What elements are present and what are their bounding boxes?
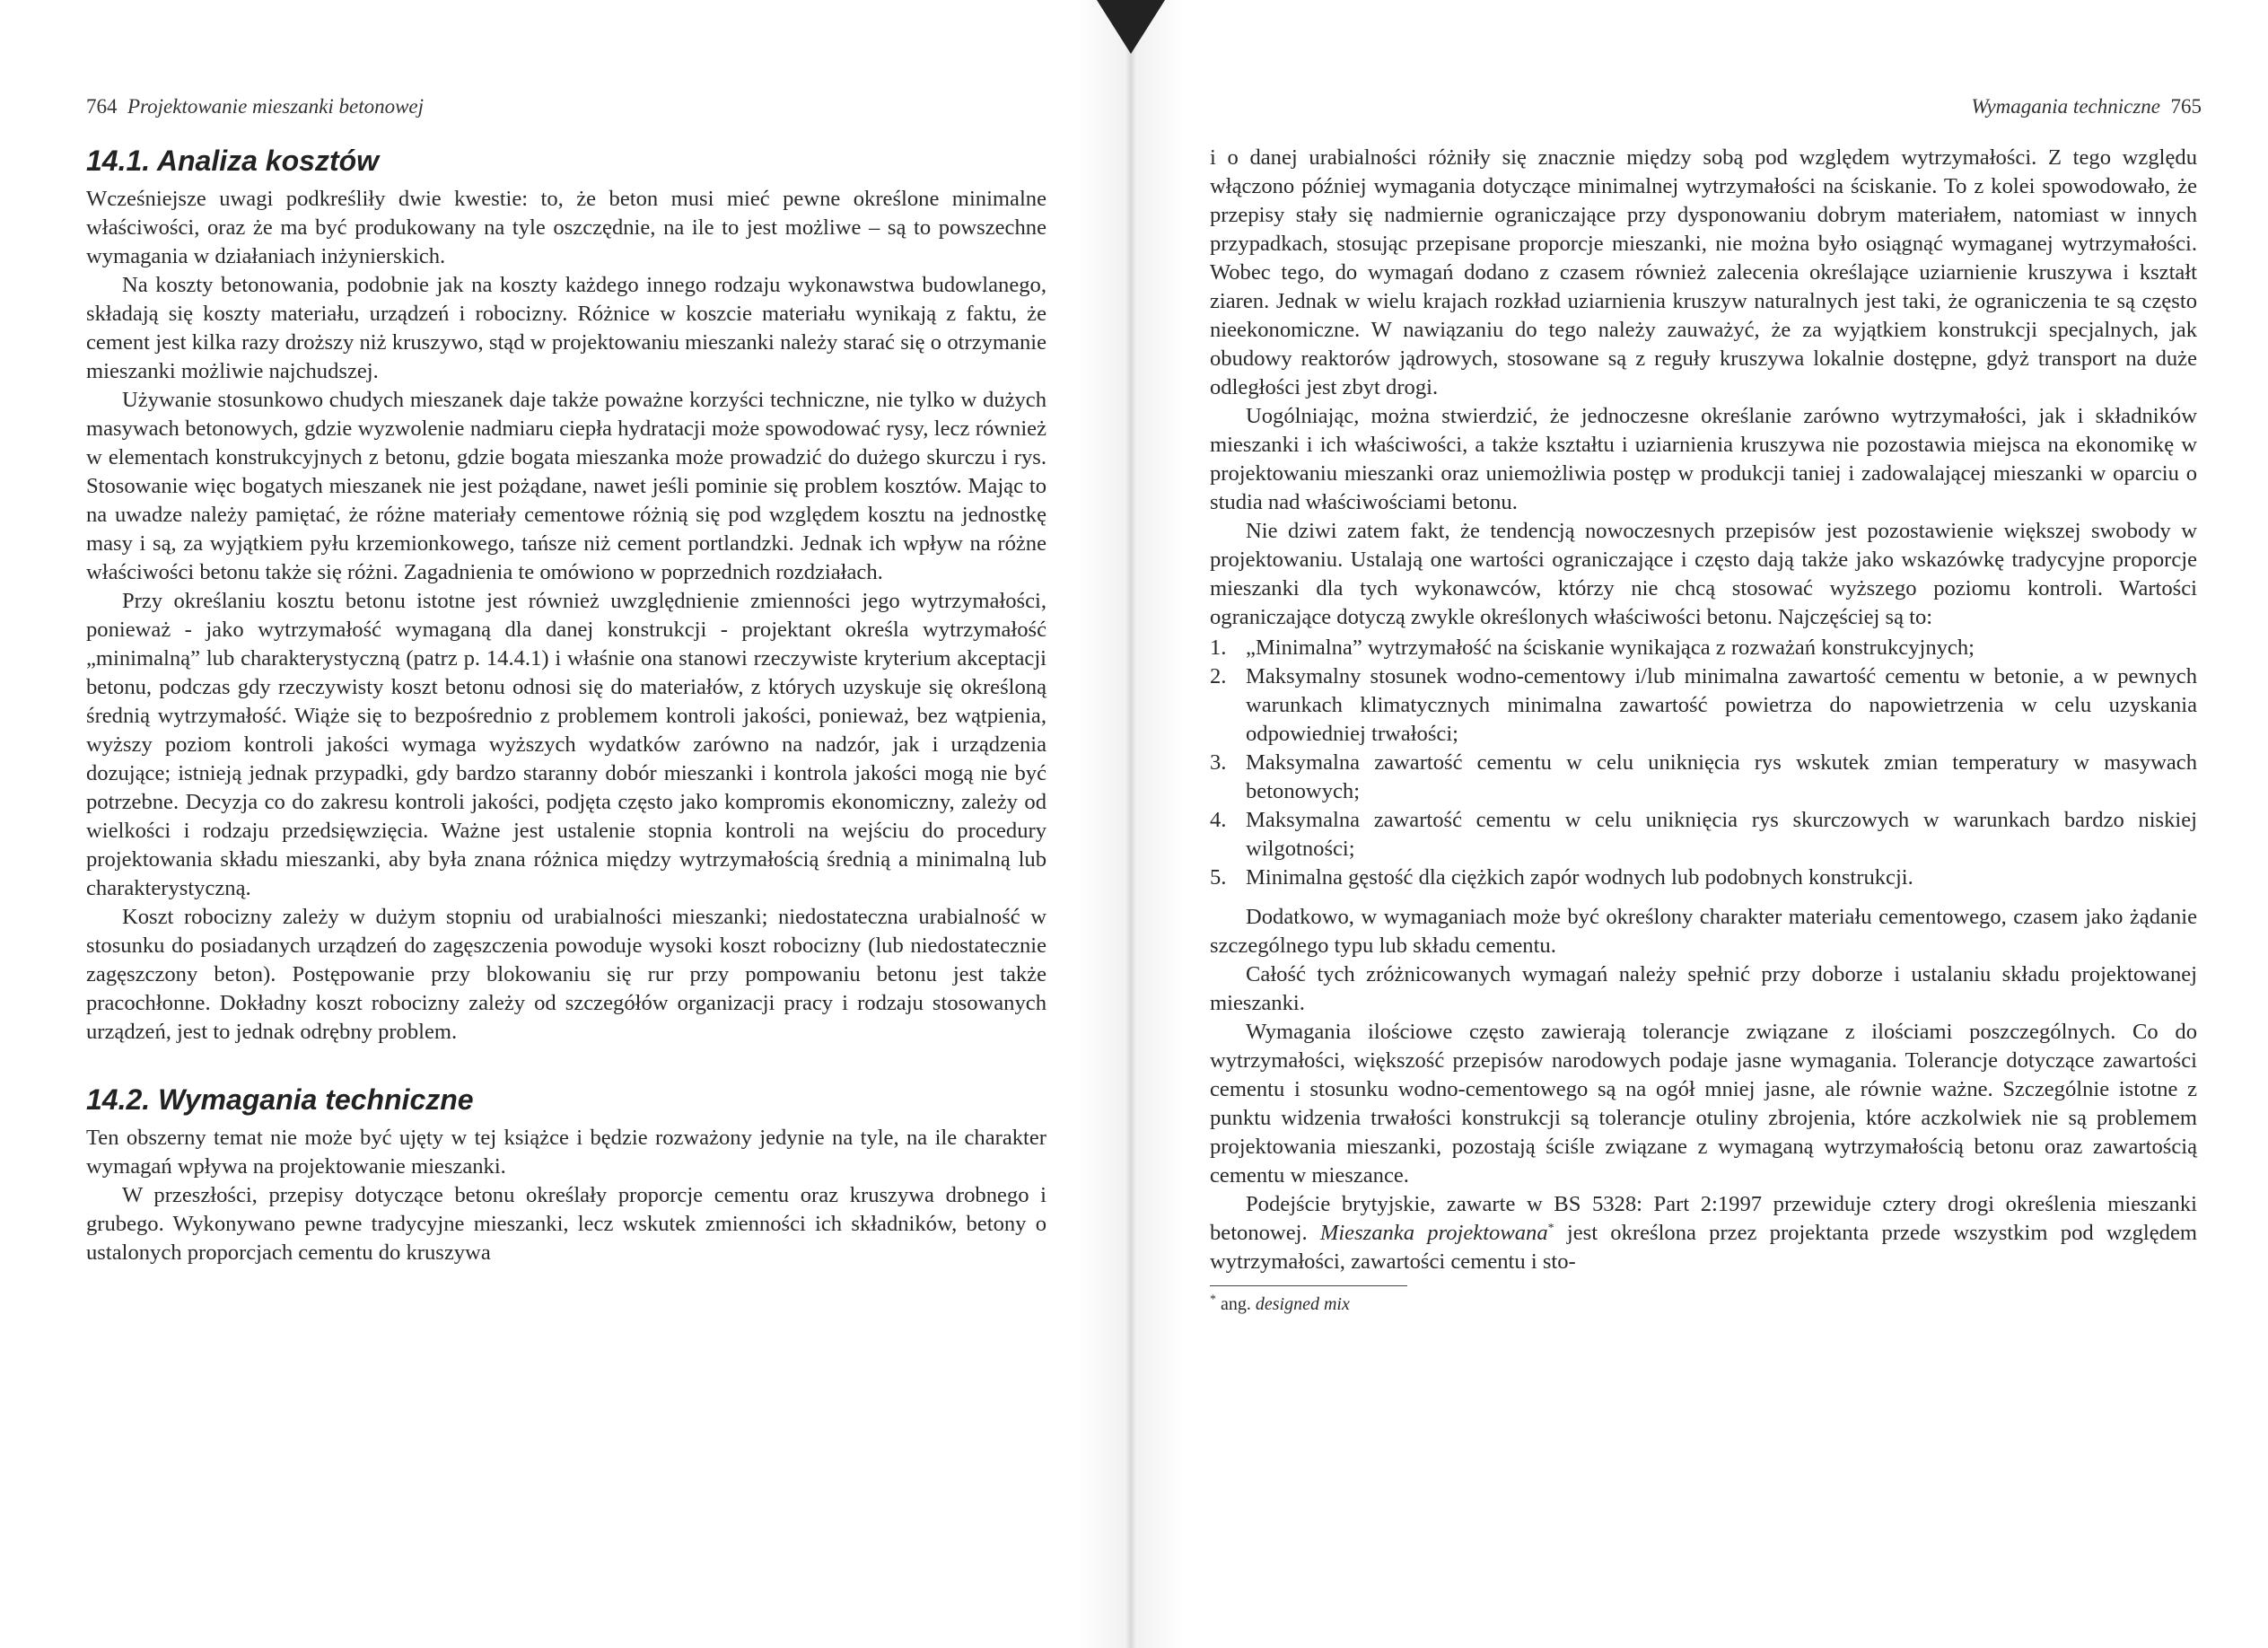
section-heading-cost-analysis: 14.1. Analiza kosztów [86,145,380,177]
paragraph: Wymagania ilościowe często zawierają tolerancje związane z ilościami poszczególnych. Co do wytrzymałości, większość przepisów narodowych podaje jasne wymagania. Tolerancje dotyczące zawartości cementu i stosunku wodno-cementowego są na ogół mniej jasne, ale równie ważne. Szczególnie istotne z punktu widzenia trwałości konstrukcji są tolerancje otuliny zbrojenia, które aczkolwiek nie są problemem projektowania mieszanki, pozostają ściśle związane z wymaganą wytrzymałością betonu oraz zawartością cementu w mieszance. [1210,1020,2197,1188]
term-designed-mix: Mieszanka projektowana [1319,1221,1548,1245]
paragraph: Koszt robocizny zależy w dużym stopniu od urabialności mieszanki; niedostateczna urabialność w stosunku do posiadanych urządzeń do zagęszczenia powoduje wysoki koszt robocizny (lub niedostatecznie zagęszczony beton). Postępowanie przy blokowaniu się rur przy pompowaniu betonu jest także pracochłonne. Dokładny koszt robocizny zależy od szczegółów organizacji pracy i rodzaju stosowanych urządzeń, jest to jednak odrębny problem. [86,905,1046,1044]
list-number: 3. [1210,750,1227,775]
left-page [0,0,1090,1648]
footnote-marker: * [1210,1293,1216,1307]
requirements-list [1210,634,2197,892]
paragraph: Uogólniając, można stwierdzić, że jednoczesne określanie zarówno wytrzymałości, jak i składników mieszanki i ich właściwości, a także kształtu i uziarnienia kruszywa nie pozostawia miejsca na ekonomikę w projektowaniu mieszanki oraz uniemożliwia postęp w produkcji taniej i zadowalającej mieszanki w oparciu o studia nad właściwościami betonu. [1210,404,2197,514]
footnote-source-term: designed mix [1255,1294,1350,1314]
list-text: Minimalna gęstość dla ciężkich zapór wodnych lub podobnych konstrukcji. [1246,865,1913,890]
footnote [1210,1293,2197,1315]
gutter-shadow-mark [1097,0,1165,54]
footnote-prefix: ang. [1221,1294,1256,1314]
paragraph: Używanie stosunkowo chudych mieszanek daje także poważne korzyści techniczne, nie tylko w dużych masywach betonowych, gdzie wyzwolenie nadmiaru ciepła hydratacji może spowodować rysy, lecz również w elementach konstrukcyjnych z betonu, gdzie bogata mieszanka może prowadzić do dużego skurczu i rys. Stosowanie więc bogatych mieszanek nie jest pożądane, nawet jeśli pominie się problem kosztów. Mając to na uwadze należy pamiętać, że różne materiały cementowe różnią się pod względem kosztu na jednostkę masy i są, za wyjątkiem pyłu krzemionkowego, tańsze niż cement portlandzki. Jednak ich wpływ na różne właściwości betonu także się różni. Zagadnienia te omówiono w poprzednich rozdziałach. [86,388,1046,584]
paragraph-bs5328 [1210,1190,2197,1276]
footnote-marker: * [1547,1221,1554,1235]
left-running-title: Projektowanie mieszanki betonowej [127,95,425,118]
paragraph: Nie dziwi zatem fakt, że tendencją nowoczesnych przepisów jest pozostawienie większej swobody w projektowaniu. Ustalają one wartości ograniczające i często dają także jako wskazówkę tradycyjne proporcje mieszanki dla tych wykonawców, którzy nie chcą stosować wyższego poziomu kontroli. Wartości ograniczające dotyczą zwykle określonych właściwości betonu. Najczęściej są to: [1210,519,2197,629]
paragraph: W przeszłości, przepisy dotyczące betonu określały proporcje cementu oraz kruszywa drobnego i grubego. Wykonywano pewne tradycyjne mieszanki, lecz wskutek zmienności ich składników, betony o ustalonych proporcjach cementu do kruszywa [86,1183,1046,1265]
list-text: Maksymalna zawartość cementu w celu uniknięcia rys skurczowych w warunkach bardzo niskiej wilgotności; [1246,808,2197,861]
list-item [1210,634,2197,662]
list-item [1210,662,2197,749]
right-running-title: Wymagania techniczne [1971,95,2160,118]
right-page-number: 765 [2170,95,2202,118]
paragraph: Całość tych zróżnicowanych wymagań należy spełnić przy doborze i ustalaniu składu projektowanej mieszanki. [1210,962,2197,1015]
list-text: „Minimalna” wytrzymałość na ściskanie wynikająca z rozważań konstrukcyjnych; [1246,636,1975,660]
list-number: 2. [1210,664,1227,688]
paragraph: Ten obszerny temat nie może być ujęty w tej książce i będzie rozważony jedynie na tyle, na ile charakter wymagań wpływa na projektowanie mieszanki. [86,1126,1046,1179]
section-heading-technical-requirements: 14.2. Wymagania techniczne [86,1083,474,1116]
paragraph: Wcześniejsze uwagi podkreśliły dwie kwestie: to, że beton musi mieć pewne określone minimalne właściwości, oraz że ma być produkowany na tyle oszczędnie, na ile to jest możliwe – są to powszechne wymagania w działaniach inżynierskich. [86,187,1046,268]
list-item [1210,863,2197,892]
list-text: Maksymalny stosunek wodno-cementowy i/lub minimalna zawartość cementu w betonie, a w pewnych warunkach klimatycznych minimalna zawartość powietrza do napowietrzenia w celu uzyskania odpowiedniej trwałości; [1246,664,2197,746]
right-page [1158,0,2268,1648]
left-page-number: 764 [86,95,118,118]
list-text: Maksymalna zawartość cementu w celu uniknięcia rys wskutek zmian temperatury w masywach betonowych; [1246,750,2197,803]
list-item [1210,806,2197,863]
right-running-head [1971,95,2202,118]
footnote-divider [1210,1285,1407,1286]
left-running-head [86,95,424,118]
paragraph-text: jest określona przez projektanta przede wszystkim pod względem wytrzymałości, zawartości cementu i sto- [1210,1221,2197,1274]
paragraph: Przy określaniu kosztu betonu istotne jest również uwzględnienie zmienności jego wytrzymałości, ponieważ - jako wytrzymałość wymaganą dla danej konstrukcji - projektant określa wytrzymałość „minimalną” lub charakterystyczną (patrz p. 14.4.1) i właśnie ona stanowi rzeczywiste kryterium akceptacji betonu, podczas gdy rzeczywisty koszt betonu odnosi się do materiałów, z których uzyskuje się określoną średnią wytrzymałość. Wiąże się to bezpośrednio z problemem kontroli jakości, ponieważ, bez wątpienia, wyższy poziom kontroli jakości wymaga wyższych wydatków zarówno na nadzór, jak i urządzenia dozujące; istnieją jednak przypadki, gdy bardzo staranny dobór mieszanki i kontrola jakości mogą nie być potrzebne. Decyzja co do zakresu kontroli jakości, podjęta często jako kompromis ekonomiczny, zależy od wielkości i rodzaju przedsięwzięcia. Ważne jest ustalenie stopnia kontroli na wejściu do procedury projektowania składu mieszanki, aby była znana różnica między wytrzymałością średnią a minimalną lub charakterystyczną. [86,589,1046,900]
paragraph-text: Podejście brytyjskie, zawarte w BS 5328: Part 2:1997 przewiduje cztery drogi określenia mieszanki betonowej. [1210,1192,2197,1245]
left-text-column [86,144,1046,1267]
right-text-column [1210,144,2197,1315]
paragraph: i o danej urabialności różniły się znacznie między sobą pod względem wytrzymałości. Z tego względu włączono później wymagania dotyczące minimalnej wytrzymałości na ściskanie. To z kolei spowodowało, że przepisy stały się nadmiernie ograniczające przy dysponowaniu dobrym materiałem, natomiast w innych przypadkach, stosując przepisane proporcje mieszanki, nie można było osiągnąć wymaganej wytrzymałości. Wobec tego, do wymagań dodano z czasem również zalecenia określające uziarnienie kruszywa i kształt ziaren. Jednak w wielu krajach rozkład uziarnienia kruszyw naturalnych jest taki, że ograniczenia te są często nieekonomiczne. W nawiązaniu do tego należy zauważyć, że za wyjątkiem konstrukcji specjalnych, jak obudowy reaktorów jądrowych, stosowane są z reguły kruszywa lokalnie dostępne, gdyż transport na duże odległości jest zbyt drogi. [1210,145,2197,399]
list-item [1210,749,2197,806]
list-number: 1. [1210,636,1227,660]
paragraph: Dodatkowo, w wymaganiach może być określony charakter materiału cementowego, czasem jako żądanie szczególnego typu lub składu cementu. [1210,905,2197,958]
list-number: 5. [1210,865,1227,890]
paragraph: Na koszty betonowania, podobnie jak na koszty każdego innego rodzaju wykonawstwa budowlanego, składają się koszty materiału, urządzeń i robocizny. Różnice w koszcie materiału wynikają z faktu, że cement jest kilka razy droższy niż kruszywo, stąd w projektowaniu mieszanki należy starać się o otrzymanie mieszanki możliwie najchudszej. [86,273,1046,383]
list-number: 4. [1210,808,1227,832]
